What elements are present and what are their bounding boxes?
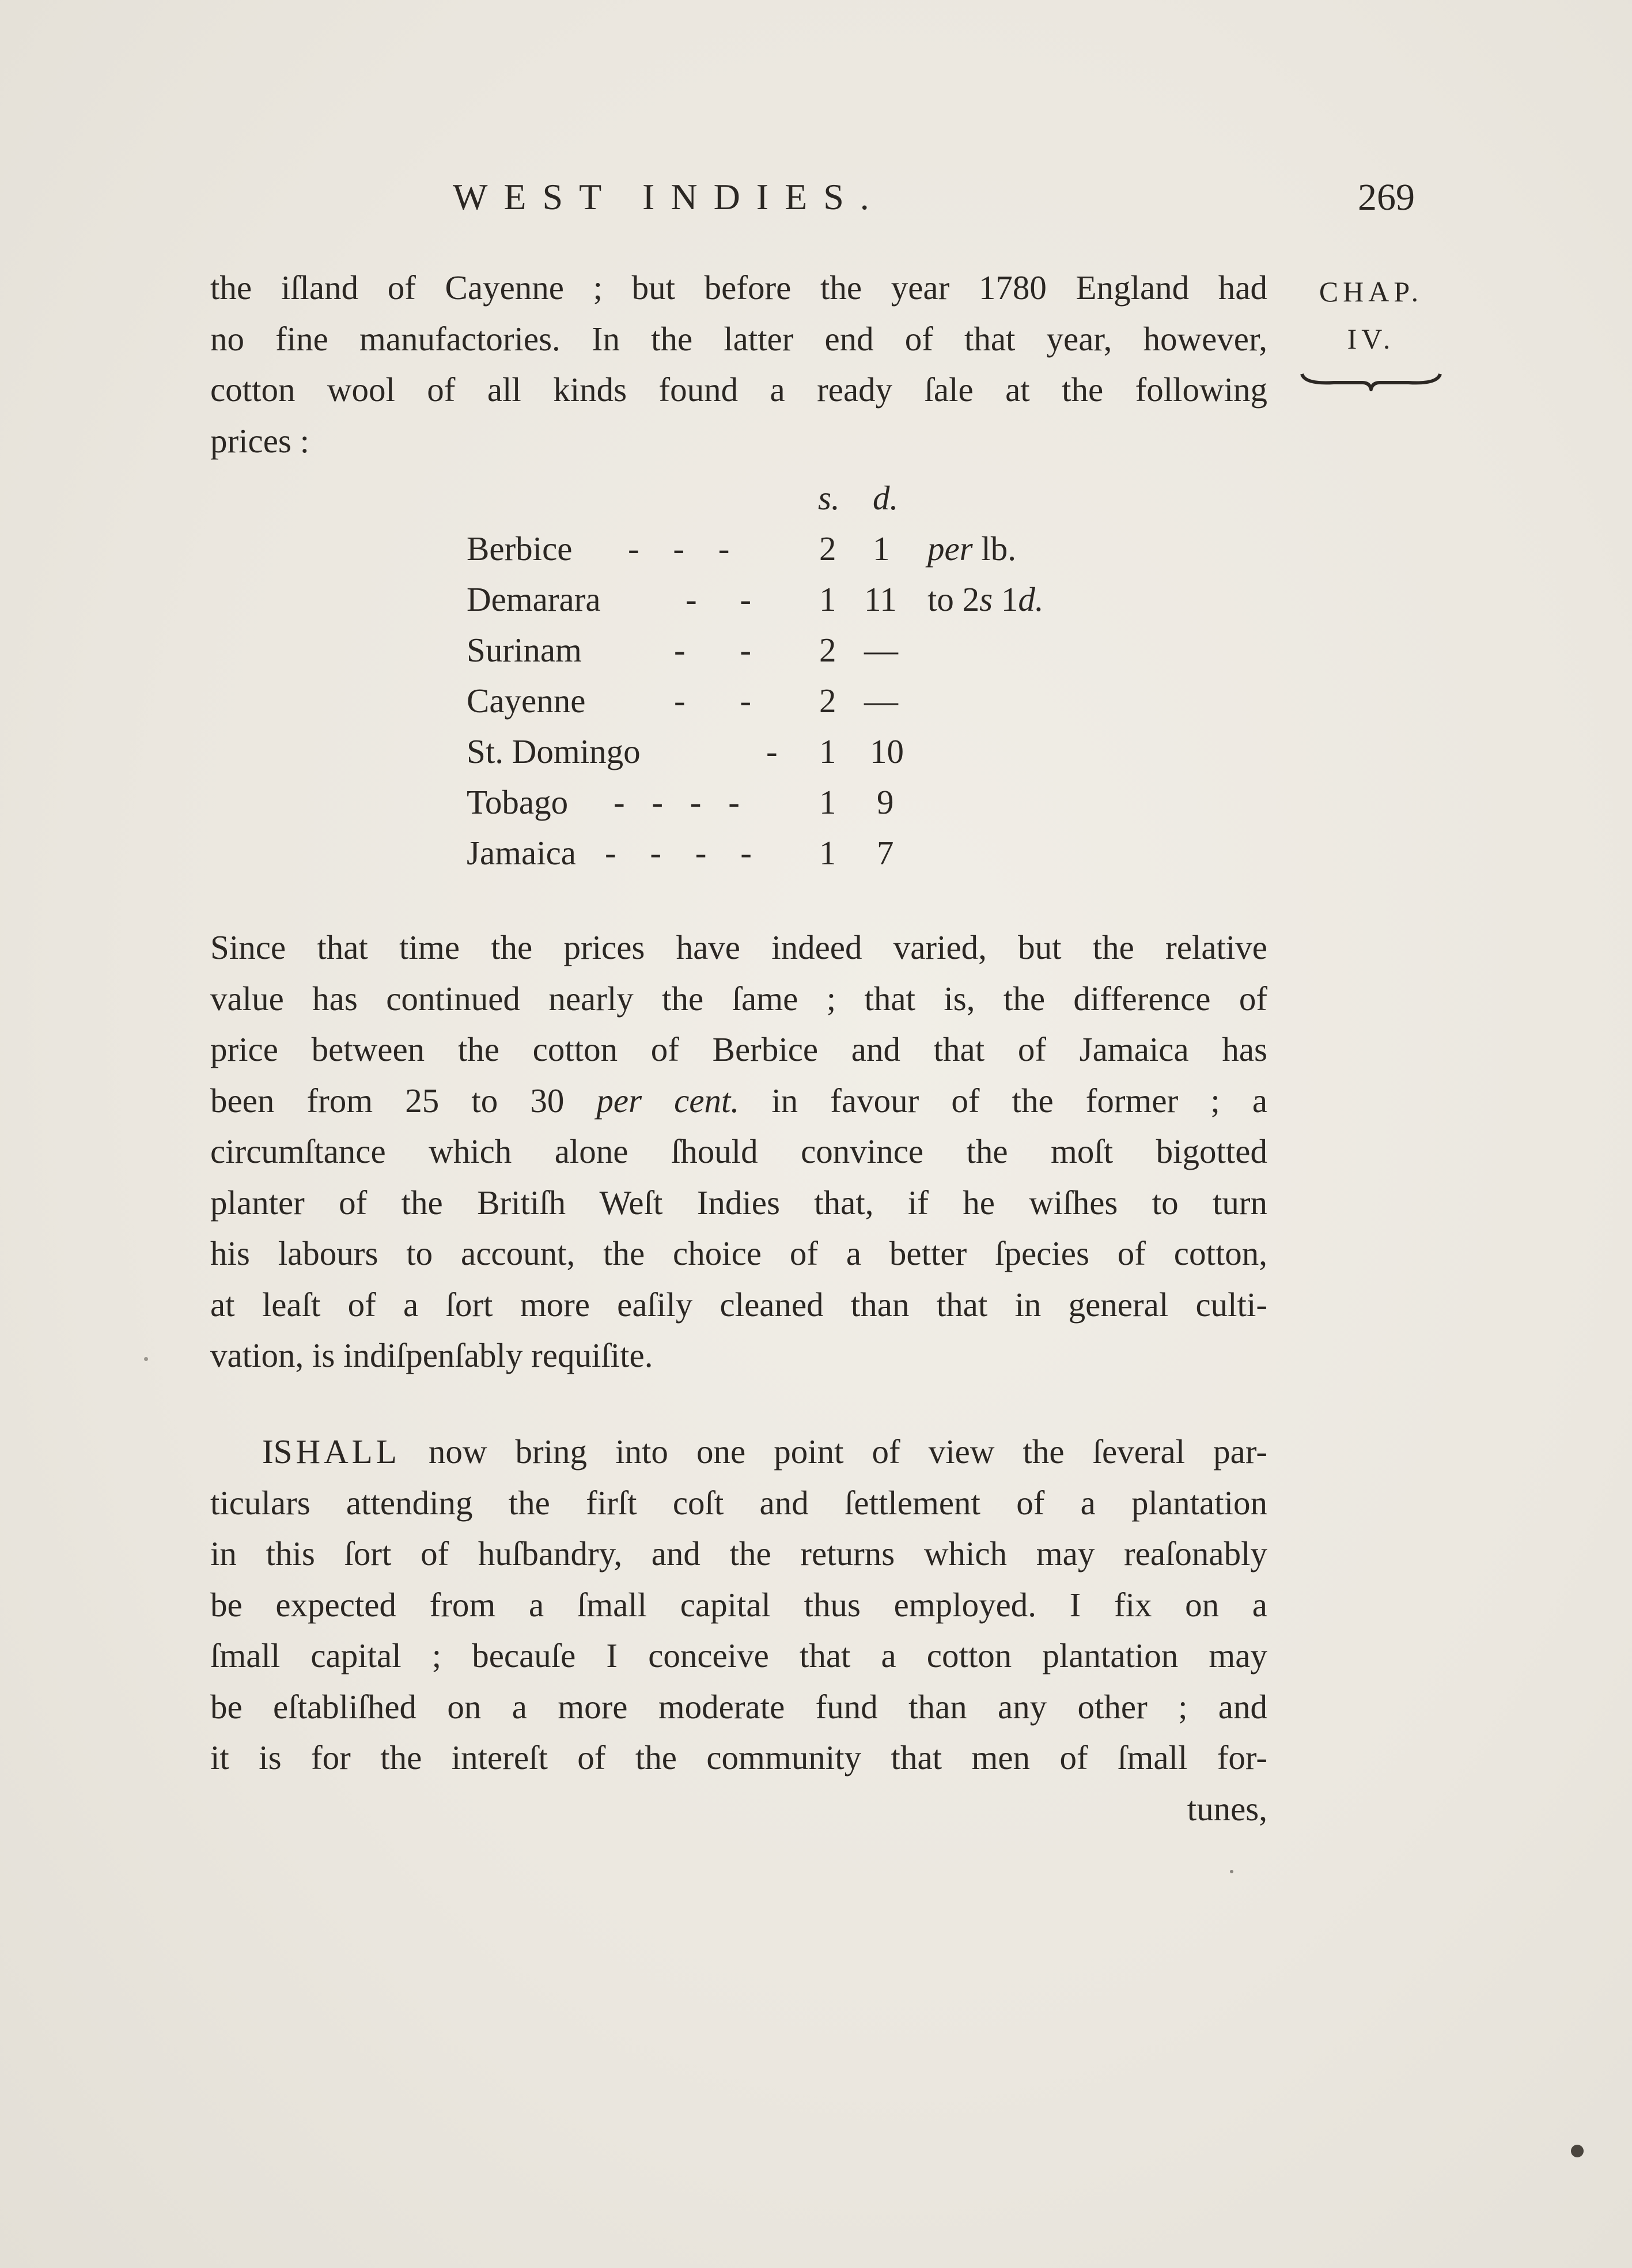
text-fragment: in favour of the former ; a bbox=[771, 1081, 1268, 1120]
unit-note: lb. bbox=[981, 530, 1017, 568]
leader-dashes: - - - - bbox=[614, 783, 749, 821]
chapter-number: IV. bbox=[1347, 323, 1395, 355]
shillings-value: 1 bbox=[819, 580, 836, 618]
ink-speck bbox=[144, 1357, 148, 1361]
leader-dashes: - - bbox=[674, 682, 775, 720]
place-name: St. Domingo bbox=[467, 732, 641, 770]
per-italic: per bbox=[927, 530, 973, 568]
pence-value: 9 bbox=[877, 783, 894, 821]
leader-dashes: - - bbox=[686, 580, 769, 618]
shillings-value: 1 bbox=[819, 783, 836, 821]
lead-initial: I bbox=[262, 1432, 274, 1471]
range-note: to 2 bbox=[927, 580, 980, 618]
text-line: no fine manufactories. In the latter end of that year, however, bbox=[210, 319, 1267, 358]
text-line: ticulars attending the firſt coſt and ſettlement of a plantation bbox=[210, 1483, 1267, 1522]
page-number: 269 bbox=[1358, 176, 1415, 218]
paragraph-1 bbox=[210, 262, 1267, 466]
leader-dashes: - bbox=[766, 732, 778, 770]
lead-smallcaps: SHALL bbox=[273, 1432, 400, 1471]
place-name: Surinam bbox=[467, 631, 582, 669]
text-line: be eſtabliſhed on a more moderate fund than any other ; and bbox=[210, 1687, 1267, 1726]
pence-abbrev: d. bbox=[1018, 580, 1044, 618]
text-line: in this ſort of huſbandry, and the returns which may reaſonably bbox=[210, 1534, 1267, 1573]
shillings-value: 2 bbox=[819, 682, 836, 720]
text-line: prices : bbox=[210, 421, 310, 460]
text-fragment: been from 25 to 30 bbox=[210, 1081, 565, 1120]
chapter-label: CHAP. bbox=[1319, 275, 1423, 308]
place-name: Berbice bbox=[467, 530, 573, 568]
ink-speck bbox=[1230, 1870, 1233, 1873]
leader-dashes: - - - bbox=[628, 530, 743, 568]
text-line: value has continued nearly the ſame ; that is, the difference of bbox=[210, 979, 1267, 1018]
range-pence: 1 bbox=[1001, 580, 1018, 618]
text-line bbox=[210, 1075, 1267, 1127]
paragraph-3 bbox=[210, 1426, 1267, 1834]
place-name: Jamaica bbox=[467, 834, 576, 872]
per-cent-italic: per cent. bbox=[596, 1081, 740, 1120]
text-line: ſmall capital ; becauſe I conceive that a cotton plantation may bbox=[210, 1636, 1267, 1674]
shillings-value: 1 bbox=[819, 732, 836, 770]
catchword: tunes, bbox=[1187, 1789, 1267, 1828]
text-line: the iſland of Cayenne ; but before the year 1780 England had bbox=[210, 269, 1267, 307]
pence-column-header: d. bbox=[873, 479, 899, 517]
leader-dashes: - - - - bbox=[605, 834, 764, 872]
place-name: Cayenne bbox=[467, 682, 586, 720]
pence-value: 1 bbox=[873, 530, 890, 568]
text-line bbox=[210, 1426, 1267, 1477]
place-name: Demarara bbox=[467, 580, 601, 618]
brace-ornament bbox=[1299, 368, 1443, 391]
pence-value: 10 bbox=[870, 732, 904, 770]
pence-value: — bbox=[864, 631, 898, 669]
text-line: at leaſt of a ſort more eaſily cleaned than that in general culti- bbox=[210, 1285, 1267, 1324]
ink-speck bbox=[1571, 2145, 1584, 2157]
chapter-margin-note bbox=[1296, 268, 1446, 391]
pence-value: 7 bbox=[877, 834, 894, 872]
text-fragment: now bring into one point of view the ſeveral par- bbox=[428, 1432, 1267, 1471]
paragraph-2 bbox=[210, 922, 1267, 1381]
text-line: price between the cotton of Berbice and that of Jamaica has bbox=[210, 1030, 1267, 1068]
shillings-column-header: s. bbox=[818, 479, 840, 517]
leader-dashes: - - bbox=[674, 631, 775, 669]
pence-value: — bbox=[864, 682, 898, 720]
text-line: Since that time the prices have indeed varied, but the relative bbox=[210, 928, 1267, 966]
text-line: circumſtance which alone ſhould convince the moſt bigotted bbox=[210, 1132, 1267, 1170]
pence-value: 11 bbox=[864, 580, 897, 618]
text-line: cotton wool of all kinds found a ready ſale at the following bbox=[210, 371, 1267, 409]
text-line: it is for the intereſt of the community that men of ſmall for- bbox=[210, 1738, 1267, 1776]
place-name: Tobago bbox=[467, 783, 569, 821]
shilling-abbrev: s bbox=[979, 580, 993, 618]
text-line: his labours to account, the choice of a better ſpecies of cotton, bbox=[210, 1234, 1267, 1272]
shillings-value: 2 bbox=[819, 631, 836, 669]
shillings-value: 2 bbox=[819, 530, 836, 568]
text-line: vation, is indiſpenſably requiſite. bbox=[210, 1336, 653, 1374]
text-line: be expected from a ſmall capital thus employed. I fix on a bbox=[210, 1585, 1267, 1624]
text-line: planter of the Britiſh Weſt Indies that, if he wiſhes to turn bbox=[210, 1183, 1267, 1222]
shillings-value: 1 bbox=[819, 834, 836, 872]
running-title: WEST INDIES. bbox=[453, 176, 885, 217]
